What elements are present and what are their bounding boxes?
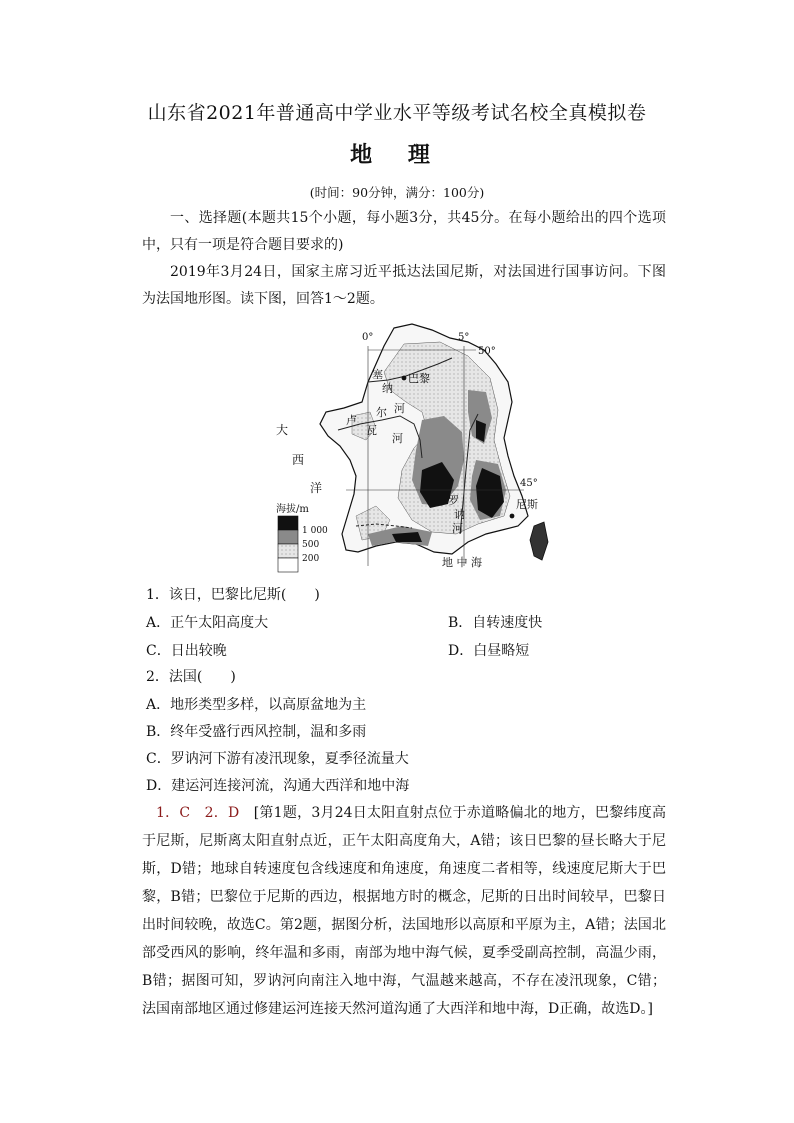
loire-label-2: 瓦 [366, 424, 377, 437]
legend-swatch-500 [278, 530, 298, 544]
question-1-option-c[interactable]: C．日出较晚 [146, 643, 227, 659]
question-2-option-c[interactable]: C．罗讷河下游有凌汛现象，夏季径流量大 [146, 751, 409, 767]
loire-label-3: 尔 [376, 406, 387, 419]
mediterranean-label: 地 中 海 [442, 556, 482, 569]
nice-label: 尼斯 [516, 498, 538, 511]
legend-value-200: 200 [302, 554, 320, 564]
question-2-option-b[interactable]: B．终年受盛行西风控制，温和多雨 [146, 724, 367, 740]
question-1-option-d[interactable]: D．白昼略短 [448, 643, 530, 659]
paris-label: 巴黎 [408, 372, 430, 385]
legend-value-500: 500 [302, 540, 320, 550]
question-1-option-a[interactable]: A．正午太阳高度大 [146, 615, 269, 631]
lat-45-label: 45° [520, 478, 538, 489]
answer-explanation-text: [第1题，3月24日太阳直射点位于赤道略偏北的地方，巴黎纬度高于尼斯，尼斯离太阳直射点近，正午太阳高度角大，A错；该日巴黎的昼长略大于尼斯，D错；地球自转速度包含线速度和角速度，角速度二者相等，线速度尼斯大于巴黎，B错；巴黎位于尼斯的西边，根据地方时的概念，尼斯的日出时间较早，巴黎日出时间较晚，故选C。第2题，据图分析，法国地形以高原和平原为主，A错；法国北部受西风的影响，终年温和多雨，南部为地中海气候，夏季受副高控制，高温少雨，B错；据图可知，罗讷河向南注入地中海，气温越来越高，不存在凌汛现象，C错；法国南部地区通过修建运河连接天然河道沟通了大西洋和地中海，D正确，故选D。] [142, 805, 666, 1017]
seine-label-3: 河 [394, 402, 405, 415]
atlantic-label-2: 西 [292, 453, 305, 467]
france-terrain-map [272, 320, 562, 578]
atlantic-label-1: 大 [276, 423, 289, 437]
loire-label-4: 河 [392, 432, 403, 445]
loire-label-1: 卢 [346, 414, 357, 427]
lat-50-label: 50° [478, 346, 496, 357]
lon-0-label: 0° [362, 332, 374, 343]
atlantic-label-3: 洋 [310, 481, 323, 495]
legend-value-1000: 1 000 [302, 526, 328, 536]
legend-swatch-1000 [278, 516, 298, 530]
section-intro: 一、选择题(本题共15个小题，每小题3分，共45分。在每小题给出的四个选项中，只有一项是符合题目要求的) [142, 210, 666, 253]
rhone-label-1: 罗 [448, 494, 459, 507]
question-2-stem: 2．法国( ) [146, 669, 236, 685]
rhone-label-3: 河 [452, 522, 463, 535]
corsica-island [530, 522, 548, 560]
question-1-stem: 1．该日，巴黎比尼斯( ) [146, 587, 320, 603]
paris-dot [402, 376, 407, 381]
answer-explanation [142, 799, 666, 1023]
rhone-label-2: 讷 [454, 508, 465, 521]
nice-dot [510, 514, 515, 519]
legend-title: 海拔/m [276, 504, 309, 515]
question-2-option-d[interactable]: D．建运河连接河流，沟通大西洋和地中海 [146, 778, 410, 794]
question-1-option-b[interactable]: B．自转速度快 [448, 615, 543, 631]
seine-label-1: 塞 [372, 368, 383, 381]
answer-key: 1．C 2．D [156, 805, 240, 821]
question-2-option-a[interactable]: A．地形类型多样，以高原盆地为主 [146, 697, 367, 713]
legend-swatch-200 [278, 544, 298, 558]
time-info: (时间：90分钟，满分：100分) [309, 185, 485, 200]
lon-5-label: 5° [458, 332, 470, 343]
legend-swatch-0 [278, 558, 298, 572]
seine-label-2: 纳 [382, 382, 393, 395]
subject-title: 地 理 [350, 142, 444, 168]
exam-title: 山东省2021年普通高中学业水平等级考试名校全真模拟卷 [147, 102, 647, 124]
question-context: 2019年3月24日，国家主席习近平抵达法国尼斯，对法国进行国事访问。下图为法国地形图。读下图，回答1～2题。 [142, 264, 666, 307]
